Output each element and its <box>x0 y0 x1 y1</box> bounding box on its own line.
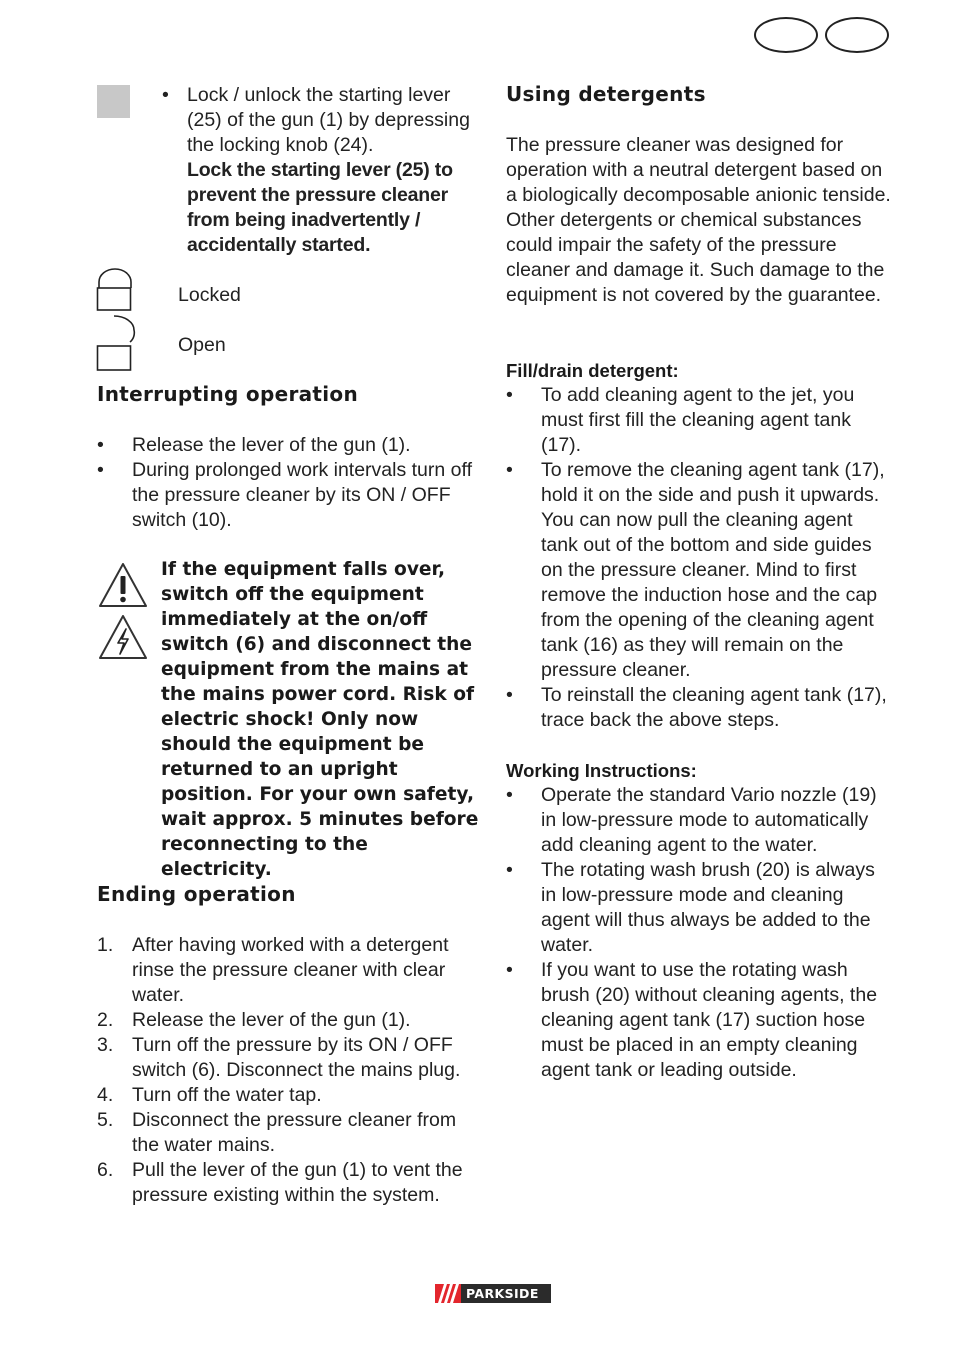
section-marker <box>97 85 130 118</box>
locked-padlock-icon <box>96 268 134 312</box>
list-item: 6. Pull the lever of the gun (1) to vent the pressure existing within the system. <box>97 1159 463 1206</box>
interrupting-heading: Interrupting operation <box>97 382 358 406</box>
list-item: • If you want to use the rotating wash brush (20) without cleaning agents, the cleaning agent tank (17) suction hose must be placed in an empty cleaning agent tank or leading outside. <box>506 959 878 1081</box>
parkside-logo <box>435 1284 551 1303</box>
lock-instruction-warning: Lock the starting lever (25) to prevent the pressure cleaner from being inadvertently / accidentally started. <box>187 159 453 256</box>
locked-label: Locked <box>178 284 241 306</box>
logo-stripes-icon <box>435 1284 461 1303</box>
working-instructions-heading: Working Instructions: <box>506 760 697 781</box>
list-item: 5. Disconnect the pressure cleaner from the water mains. <box>97 1109 457 1156</box>
list-item: • Operate the standard Vario nozzle (19) in low-pressure mode to automatically add cleaning agent to the water. <box>506 784 877 856</box>
open-padlock-icon <box>96 314 144 374</box>
open-label: Open <box>178 334 226 356</box>
language-badge-left <box>754 17 818 53</box>
bullet: • <box>162 84 169 106</box>
lock-instruction-text: Lock / unlock the starting lever (25) of the gun (1) by depressing the locking knob (24). <box>187 84 470 156</box>
list-item: 4. Turn off the water tap. <box>97 1084 322 1106</box>
warning-triangle-icon <box>97 560 149 610</box>
fill-drain-list <box>506 383 891 733</box>
list-item: • During prolonged work intervals turn off the pressure cleaner by its ON / OFF switch (10). <box>97 459 472 531</box>
list-item: 2. Release the lever of the gun (1). <box>97 1009 411 1031</box>
detergents-intro: The pressure cleaner was designed for operation with a neutral detergent based on a biologically decomposable anionic tenside. Other detergents or chemical substances could impair the safety of the pressure cleaner and damage it. Such damage to the equipment is not covered by the guarantee. <box>506 134 891 306</box>
list-item: • The rotating wash brush (20) is always in low-pressure mode and cleaning agent will thus always be added to the water. <box>506 859 875 956</box>
warning-text: If the equipment falls over, switch off the equipment immediately at the on/off switch (6) and disconnect the equipment from the mains at the mains power cord. Risk of electric shock! Only now should the equipment be returned to an upright position. For your own safety, wait approx. 5 minutes before reconnecting to the electricity. <box>161 559 479 880</box>
ending-list <box>97 933 472 1208</box>
list-item: • To add cleaning agent to the jet, you must first fill the cleaning agent tank (17). <box>506 384 855 456</box>
list-item: • Release the lever of the gun (1). <box>97 434 411 456</box>
electric-shock-warning-icon <box>97 612 149 662</box>
detergents-heading: Using detergents <box>506 82 706 106</box>
fill-drain-heading: Fill/drain detergent: <box>506 360 679 381</box>
working-instructions-list <box>506 783 891 1083</box>
list-item: • To remove the cleaning agent tank (17), hold it on the side and push it upwards. You can now pull the cleaning agent tank out of the bottom and side guides on the pressure cleaner. Mind to first remove the induction hose and the cap from the opening of the cleaning agent tank (16) as they will remain on the pressure cleaner. <box>506 459 885 681</box>
list-item: 1. After having worked with a detergent rinse the pressure cleaner with clear water. <box>97 934 449 1006</box>
ending-heading: Ending operation <box>97 882 296 906</box>
lock-instruction <box>162 83 482 258</box>
logo-text: PARKSIDE <box>466 1286 539 1301</box>
interrupting-list <box>97 433 472 533</box>
list-item: 3. Turn off the pressure by its ON / OFF switch (6). Disconnect the mains plug. <box>97 1034 461 1081</box>
language-badge-right <box>825 17 889 53</box>
list-item: • To reinstall the cleaning agent tank (17), trace back the above steps. <box>506 684 887 731</box>
